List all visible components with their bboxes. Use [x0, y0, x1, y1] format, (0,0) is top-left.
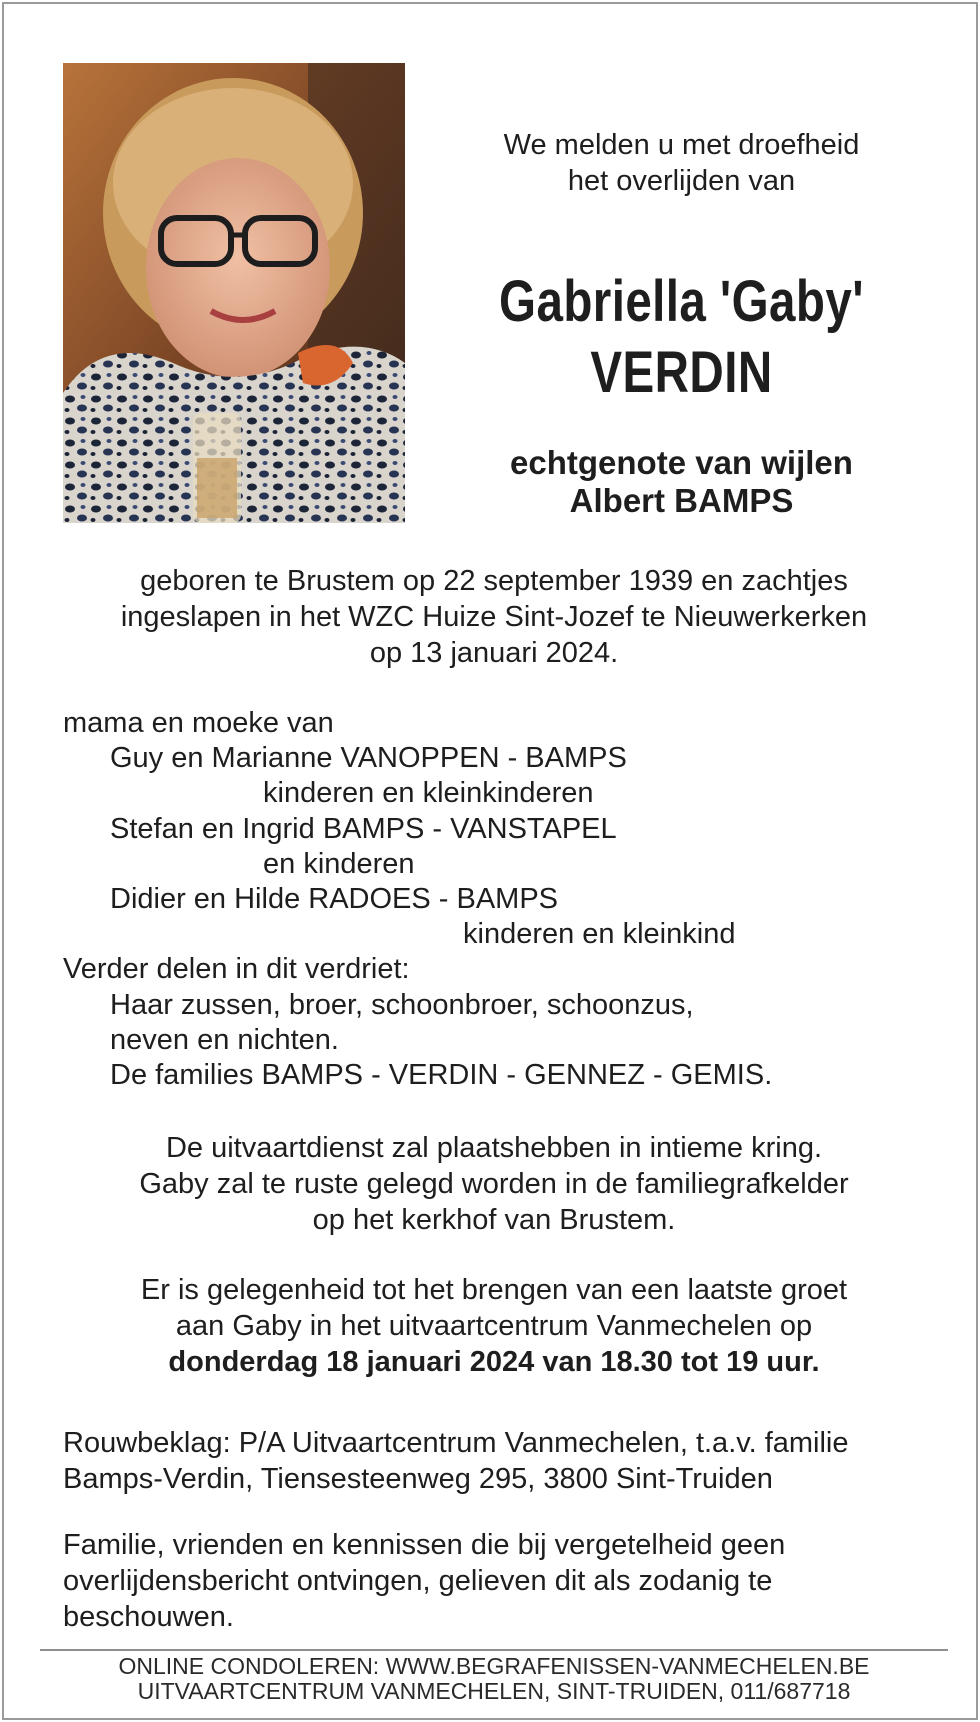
- family-list: [63, 706, 943, 1093]
- others-line: Haar zussen, broer, schoonbroer, schoonzus,: [110, 988, 694, 1021]
- notice-note: [63, 1527, 913, 1635]
- deceased-name: [479, 266, 885, 408]
- note-line: Familie, vrienden en kennissen die bij vergetelheid geen: [63, 1529, 786, 1561]
- visitation-info: [64, 1272, 924, 1380]
- family-member: Didier en Hilde RADOES - BAMPS: [110, 883, 559, 916]
- death-notice-card: [2, 2, 978, 1720]
- service-info: [64, 1130, 924, 1238]
- spouse-block: [434, 444, 929, 520]
- footer-contact: UITVAARTCENTRUM VANMECHELEN, SINT-TRUIDEN, 011/687718: [137, 1678, 851, 1704]
- spouse-name: Albert BAMPS: [569, 482, 794, 519]
- others-heading: Verder delen in dit verdriet:: [63, 953, 410, 986]
- family-member: Stefan en Ingrid BAMPS - VANSTAPEL: [110, 812, 617, 845]
- service-line: De uitvaartdienst zal plaatshebben in intieme kring.: [165, 1132, 823, 1164]
- condolence-address: [63, 1425, 943, 1497]
- condolence-line: Rouwbeklag: P/A Uitvaartcentrum Vanmechelen, t.a.v. familie: [63, 1427, 849, 1459]
- intro-text: [434, 127, 929, 199]
- intro-line: We melden u met droefheid: [503, 129, 860, 161]
- family-heading: mama en moeke van: [63, 707, 334, 739]
- born-line: op 13 januari 2024.: [369, 637, 619, 669]
- condolence-line: Bamps-Verdin, Tiensesteenweg 295, 3800 Sint-Truiden: [63, 1463, 773, 1495]
- service-line: op het kerkhof van Brustem.: [312, 1204, 676, 1236]
- note-line: beschouwen.: [63, 1601, 234, 1633]
- relation-text: echtgenote van wijlen: [510, 444, 853, 481]
- family-member-sub: kinderen en kleinkinderen: [263, 777, 594, 810]
- visit-line: aan Gaby in het uitvaartcentrum Vanmechelen op: [175, 1310, 813, 1342]
- birth-death-text: [64, 563, 924, 671]
- family-member-sub: kinderen en kleinkind: [463, 918, 736, 951]
- born-line: geboren te Brustem op 22 september 1939 en zachtjes: [140, 565, 848, 597]
- footer-divider: [40, 1649, 948, 1651]
- visit-line: Er is gelegenheid tot het brengen van een laatste groet: [140, 1274, 848, 1306]
- footer: [40, 1654, 948, 1704]
- portrait-photo: [63, 63, 405, 523]
- first-name: Gabriella 'Gaby': [499, 269, 864, 334]
- family-member: Guy en Marianne VANOPPEN - BAMPS: [110, 742, 627, 775]
- last-name: VERDIN: [590, 340, 773, 405]
- service-line: Gaby zal te ruste gelegd worden in de familiegrafkelder: [139, 1168, 849, 1200]
- family-member-sub: en kinderen: [263, 847, 415, 880]
- intro-line: het overlijden van: [567, 165, 796, 197]
- others-line: De families BAMPS - VERDIN - GENNEZ - GEMIS.: [110, 1059, 773, 1092]
- footer-website[interactable]: ONLINE CONDOLEREN: WWW.BEGRAFENISSEN-VANMECHELEN.BE: [118, 1653, 870, 1679]
- others-line: neven en nichten.: [110, 1023, 339, 1056]
- note-line: overlijdensbericht ontvingen, gelieven dit als zodanig te: [63, 1565, 773, 1597]
- born-line: ingeslapen in het WZC Huize Sint-Jozef te Nieuwerkerken: [120, 601, 868, 633]
- visit-date: donderdag 18 januari 2024 van 18.30 tot 19 uur.: [168, 1346, 820, 1378]
